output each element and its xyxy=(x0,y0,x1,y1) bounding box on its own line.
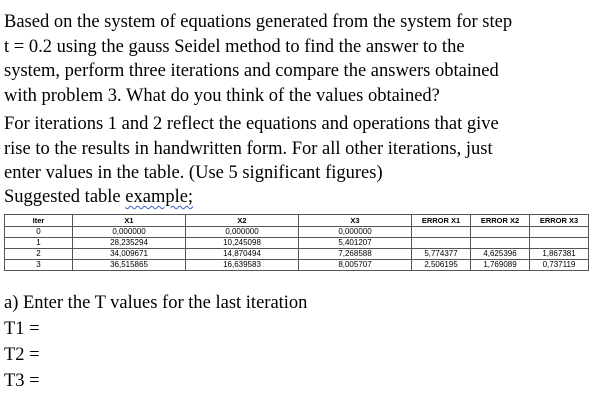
cell-error-x3: 1,867381 xyxy=(530,249,589,260)
caption-underlined-word: example; xyxy=(125,187,194,207)
table-row xyxy=(5,227,589,238)
cell-x2: 0,000000 xyxy=(186,227,299,238)
answer-t1: T1 = xyxy=(4,319,40,339)
table-row xyxy=(5,238,589,249)
cell-x2: 10,245098 xyxy=(186,238,299,249)
cell-x3: 0,000000 xyxy=(299,227,412,238)
cell-x3: 8,005707 xyxy=(299,260,412,271)
cell-error-x1 xyxy=(412,238,471,249)
cell-error-x3 xyxy=(530,227,589,238)
cell-error-x1 xyxy=(412,227,471,238)
statement-line: with problem 3. What do you think of the values obtained? xyxy=(4,85,440,106)
cell-x2: 16,639583 xyxy=(186,260,299,271)
cell-x1: 28,235294 xyxy=(73,238,186,249)
cell-iter: 0 xyxy=(5,227,73,238)
instructions-paragraph xyxy=(4,112,604,186)
cell-error-x1: 2,506195 xyxy=(412,260,471,271)
header-error-x2: ERROR X2 xyxy=(471,215,530,227)
question-prompt: a) Enter the T values for the last iteration xyxy=(4,293,308,313)
statement-line: t = 0.2 using the gauss Seidel method to find the answer to the xyxy=(4,36,465,57)
instruction-line: rise to the results in handwritten form. For all other iterations, just xyxy=(4,138,493,159)
cell-error-x2: 1,769089 xyxy=(471,260,530,271)
instruction-line: For iterations 1 and 2 reflect the equations and operations that give xyxy=(4,114,499,134)
header-iter: Iter xyxy=(5,215,73,227)
table-row xyxy=(5,249,589,260)
header-x1: X1 xyxy=(73,215,186,227)
iteration-table xyxy=(4,214,589,271)
cell-iter: 2 xyxy=(5,249,73,260)
cell-x1: 0,000000 xyxy=(73,227,186,238)
cell-error-x2 xyxy=(471,238,530,249)
cell-x3: 7,268588 xyxy=(299,249,412,260)
cell-x3: 5,401207 xyxy=(299,238,412,249)
problem-statement-paragraph xyxy=(4,10,604,108)
cell-error-x3 xyxy=(530,238,589,249)
header-error-x3: ERROR X3 xyxy=(530,215,589,227)
instruction-line: enter values in the table. (Use 5 significant figures) xyxy=(4,163,383,183)
cell-x2: 14,870494 xyxy=(186,249,299,260)
caption-prefix: Suggested table xyxy=(4,187,126,207)
statement-line: system, perform three iterations and compare the answers obtained xyxy=(4,61,499,81)
cell-error-x3: 0,737119 xyxy=(530,260,589,271)
answer-t2: T2 = xyxy=(4,345,40,365)
cell-error-x2: 4,625396 xyxy=(471,249,530,260)
table-row xyxy=(5,260,589,271)
header-x2: X2 xyxy=(186,215,299,227)
statement-line: Based on the system of equations generated from the system for step xyxy=(4,12,513,32)
answer-t3: T3 = xyxy=(4,371,40,391)
answer-section xyxy=(4,292,307,396)
header-error-x1: ERROR X1 xyxy=(412,215,471,227)
cell-x1: 36,515865 xyxy=(73,260,186,271)
table-header-row xyxy=(5,215,589,227)
table-caption xyxy=(4,186,193,208)
cell-iter: 1 xyxy=(5,238,73,249)
cell-x1: 34,009671 xyxy=(73,249,186,260)
cell-error-x2 xyxy=(471,227,530,238)
cell-iter: 3 xyxy=(5,260,73,271)
cell-error-x1: 5,774377 xyxy=(412,249,471,260)
header-x3: X3 xyxy=(299,215,412,227)
